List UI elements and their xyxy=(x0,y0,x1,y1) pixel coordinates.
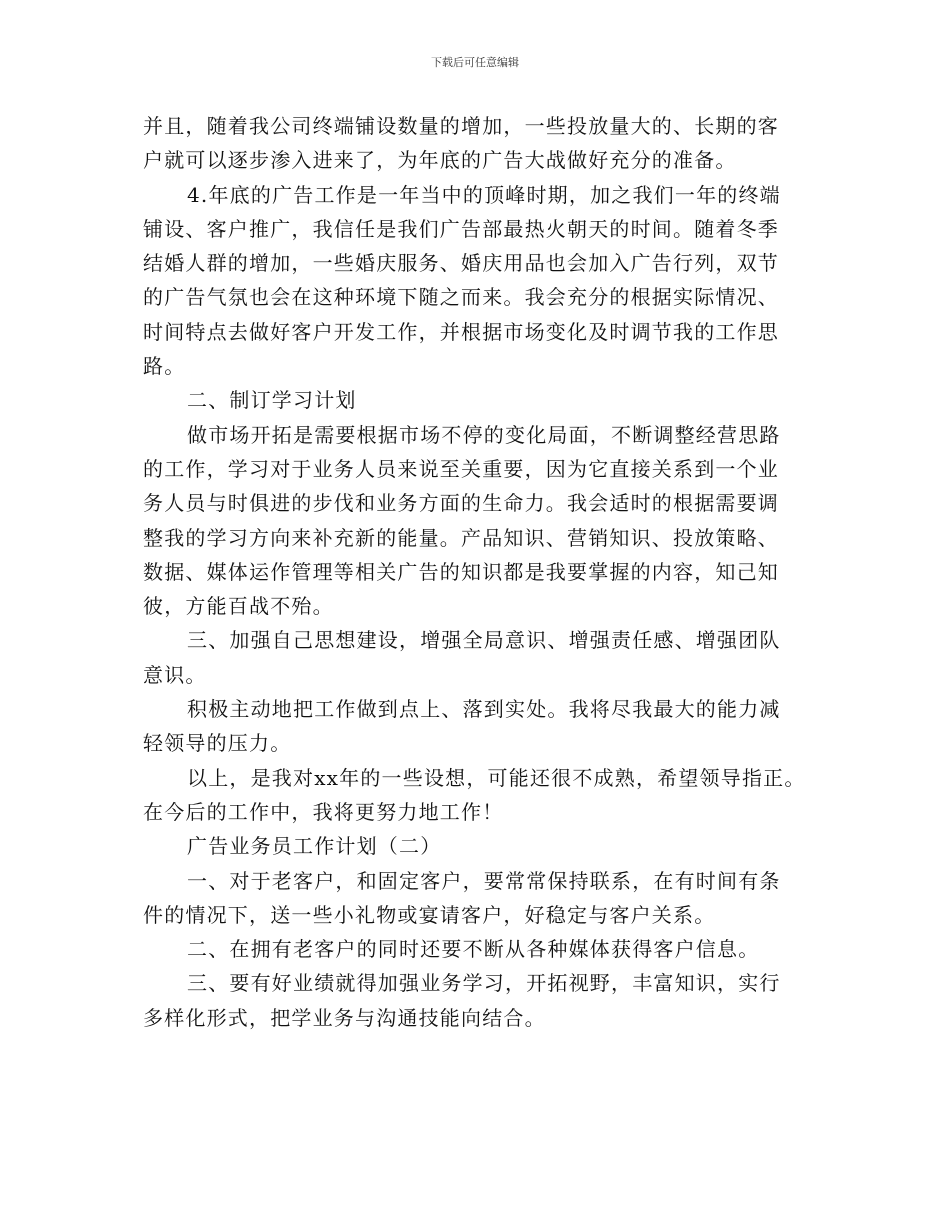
text-line: 以上，是我对xx年的一些设想，可能还很不成熟，希望领导指正。 xyxy=(187,765,806,790)
text-line: 在今后的工作中，我将更努力地工作！ xyxy=(143,799,504,824)
text-line: 数据、媒体运作管理等相关广告的知识都是我要掌握的内容，知己知 xyxy=(143,559,779,584)
text-line: 户就可以逐步渗入进来了，为年底的广告大战做好充分的准备。 xyxy=(143,148,737,173)
text-line: 4.年底的广告工作是一年当中的顶峰时期，加之我们一年的终端 xyxy=(187,182,781,207)
text-line: 做市场开拓是需要根据市场不停的变化局面，不断调整经营思路 xyxy=(187,422,781,447)
text-line: 并且，随着我公司终端铺设数量的增加，一些投放量大的、长期的客 xyxy=(143,114,779,138)
text-line: 积极主动地把工作做到点上、落到实处。我将尽我最大的能力减 xyxy=(187,697,781,722)
text-line: 整我的学习方向来补充新的能量。产品知识、营销知识、投放策略、 xyxy=(143,525,779,550)
text-line: 时间特点去做好客户开发工作，并根据市场变化及时调节我的工作思 xyxy=(143,319,779,344)
section-heading: 三、加强自己思想建设，增强全局意识、增强责任感、增强团队 xyxy=(187,628,781,653)
text-line: 意识。 xyxy=(143,662,207,687)
text-line: 二、在拥有老客户的同时还要不断从各种媒体获得客户信息。 xyxy=(187,937,760,962)
text-line: 轻领导的压力。 xyxy=(143,731,292,756)
page-header: 下载后可任意编辑 xyxy=(431,56,519,69)
text-line: 三、要有好业绩就得加强业务学习，开拓视野，丰富知识，实行 xyxy=(187,971,781,996)
document-subtitle: 广告业务员工作计划（二） xyxy=(187,834,442,859)
text-line: 一、对于老客户，和固定客户，要常常保持联系，在有时间有条 xyxy=(187,868,781,893)
text-line: 的广告气氛也会在这种环境下随之而来。我会充分的根据实际情况、 xyxy=(143,285,779,310)
section-heading: 二、制订学习计划 xyxy=(187,388,357,413)
text-line: 件的情况下，送一些小礼物或宴请客户，好稳定与客户关系。 xyxy=(143,902,716,927)
text-line: 务人员与时俱进的步伐和业务方面的生命力。我会适时的根据需要调 xyxy=(143,491,779,516)
text-line: 路。 xyxy=(143,354,186,379)
text-line: 结婚人群的增加，一些婚庆服务、婚庆用品也会加入广告行列，双节 xyxy=(143,251,779,276)
text-line: 多样化形式，把学业务与沟通技能向结合。 xyxy=(143,1005,546,1030)
document-body xyxy=(143,109,823,1035)
text-line: 铺设、客户推广，我信任是我们广告部最热火朝天的时间。随着冬季 xyxy=(143,216,779,241)
text-line: 彼，方能百战不殆。 xyxy=(143,594,334,619)
text-line: 的工作，学习对于业务人员来说至关重要，因为它直接关系到一个业 xyxy=(143,456,779,481)
